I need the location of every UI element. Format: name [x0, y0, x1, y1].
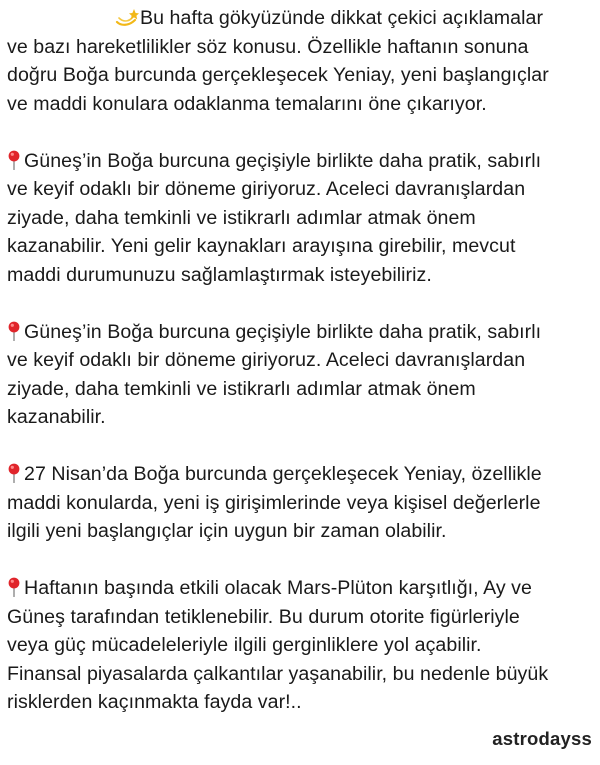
section-2-line-2: ve keyif odaklı bir döneme giriyoruz. Aceleci davranışlardan	[7, 349, 526, 371]
section-3-line-1	[7, 460, 595, 489]
section-paragraph-1	[7, 147, 595, 290]
round-pushpin-icon	[7, 577, 21, 597]
section-2-line-1	[7, 318, 595, 347]
section-1-line-3: ziyade, daha temkinli ve istikrarlı adımlar atmak önem	[7, 206, 476, 229]
section-4-line-5: risklerden kaçınmakta fayda var!..	[7, 691, 302, 713]
round-pushpin-icon	[7, 463, 21, 483]
section-3-line-2: maddi konularda, yeni iş girişimlerinde veya kişisel değerlerle	[7, 491, 541, 514]
intro-text-1: Bu hafta gökyüzünde dikkat çekici açıklamalar	[140, 7, 544, 29]
intro-line-1	[7, 4, 595, 33]
section-paragraph-3	[7, 460, 595, 546]
section-3-line-3: ilgili yeni başlangıçlar için uygun bir zaman olabilir.	[7, 520, 447, 542]
section-4-line-2: Güneş tarafından tetiklenebilir. Bu durum otorite figürleriyle	[7, 605, 520, 628]
author-signature: astrodayss	[492, 728, 592, 749]
section-1-line-5: maddi durumunuzu sağlamlaştırmak isteyebiliriz.	[7, 263, 432, 286]
section-2-line-4: kazanabilir.	[7, 406, 106, 428]
section-2-text-1: Güneş’in Boğa burcuna geçişiyle birlikte daha pratik, sabırlı	[24, 320, 542, 343]
section-4-text-1: Haftanın başında etkili olacak Mars-Plüton karşıtlığı, Ay ve	[24, 577, 532, 599]
section-4-line-4: Finansal piyasalarda çalkantılar yaşanabilir, bu nedenle büyük	[7, 662, 549, 685]
round-pushpin-icon	[7, 321, 21, 341]
section-paragraph-2	[7, 318, 595, 432]
post-body	[7, 4, 595, 717]
intro-paragraph	[7, 4, 595, 118]
section-4-line-3: veya güç mücadeleleriyle ilgili gerginliklere yol açabilir.	[7, 634, 482, 656]
section-4-line-1	[7, 574, 595, 603]
dizzy-comet-icon	[115, 7, 139, 27]
section-1-line-1	[7, 147, 595, 176]
section-1-text-1: Güneş’in Boğa burcuna geçişiyle birlikte daha pratik, sabırlı	[24, 149, 542, 172]
section-paragraph-4	[7, 574, 595, 717]
section-3-text-1: 27 Nisan’da Boğa burcunda gerçekleşecek Yeniay, özellikle	[24, 463, 542, 485]
section-1-line-4: kazanabilir. Yeni gelir kaynakları arayışına girebilir, mevcut	[7, 235, 516, 257]
intro-line-4: ve maddi konulara odaklanma temalarını öne çıkarıyor.	[7, 92, 487, 115]
section-1-line-2: ve keyif odaklı bir döneme giriyoruz. Aceleci davranışlardan	[7, 178, 526, 200]
intro-line-2: ve bazı hareketlilikler söz konusu. Özellikle haftanın sonuna	[7, 35, 529, 58]
section-2-line-3: ziyade, daha temkinli ve istikrarlı adımlar atmak önem	[7, 377, 476, 400]
intro-line-3: doğru Boğa burcunda gerçekleşecek Yeniay, yeni başlangıçlar	[7, 64, 549, 86]
round-pushpin-icon	[7, 150, 21, 170]
